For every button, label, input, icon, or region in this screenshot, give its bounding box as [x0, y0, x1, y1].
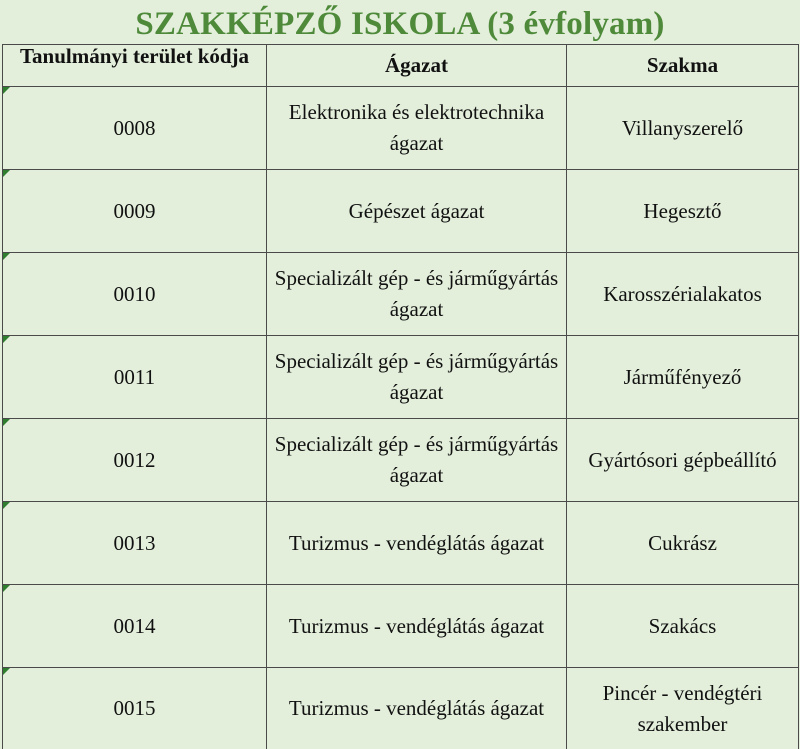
cell-sector[interactable] — [267, 87, 567, 170]
sector-value: Turizmus - vendéglátás ágazat — [288, 530, 545, 555]
cell-sector[interactable] — [267, 668, 567, 749]
page-title: SZAKKÉPZŐ ISKOLA (3 évfolyam) — [135, 6, 665, 42]
code-value: 0010 — [113, 281, 156, 306]
comment-marker-icon[interactable] — [3, 87, 10, 94]
cell-code[interactable] — [3, 87, 267, 170]
code-value: 0012 — [113, 447, 156, 472]
cell-profession[interactable] — [567, 253, 799, 336]
header-cell-sector[interactable] — [267, 45, 567, 87]
cell-profession[interactable] — [567, 502, 799, 585]
code-value: 0011 — [113, 364, 156, 389]
table-row — [3, 668, 799, 749]
header-label-code: Tanulmányi terület kódja — [19, 44, 250, 68]
cell-code[interactable] — [3, 502, 267, 585]
comment-marker-icon[interactable] — [3, 253, 10, 260]
cell-code[interactable] — [3, 585, 267, 668]
table-row — [3, 336, 799, 419]
table-row — [3, 170, 799, 253]
sector-value: Elektronika és elektrotechnika ágazat — [288, 100, 545, 155]
comment-marker-icon[interactable] — [3, 170, 10, 177]
table-row — [3, 502, 799, 585]
profession-value: Járműfényező — [623, 364, 742, 389]
cell-sector[interactable] — [267, 170, 567, 253]
cell-profession[interactable] — [567, 170, 799, 253]
cell-code[interactable] — [3, 668, 267, 749]
cell-sector[interactable] — [267, 253, 567, 336]
cell-sector[interactable] — [267, 585, 567, 668]
profession-value: Szakács — [648, 613, 717, 638]
table-row — [3, 253, 799, 336]
cell-code[interactable] — [3, 419, 267, 502]
cell-sector[interactable] — [267, 336, 567, 419]
profession-value: Karosszérialakatos — [603, 281, 762, 306]
profession-value: Pincér - vendégtéri szakember — [602, 680, 763, 736]
code-value: 0015 — [113, 696, 156, 720]
cell-profession[interactable] — [567, 87, 799, 170]
table-row — [3, 585, 799, 668]
cell-sector[interactable] — [267, 419, 567, 502]
table-row — [3, 87, 799, 170]
cell-code[interactable] — [3, 336, 267, 419]
header-row — [3, 45, 799, 87]
sector-value: Gépészet ágazat — [348, 198, 485, 223]
code-value: 0013 — [113, 530, 156, 555]
sector-value: Specializált gép - és járműgyártás ágazat — [274, 266, 559, 321]
profession-value: Villanyszerelő — [621, 115, 744, 140]
table-row — [3, 419, 799, 502]
comment-marker-icon[interactable] — [3, 336, 10, 343]
comment-marker-icon[interactable] — [3, 419, 10, 426]
cell-code[interactable] — [3, 253, 267, 336]
profession-value: Cukrász — [648, 530, 717, 555]
school-programs-table — [2, 44, 799, 749]
comment-marker-icon[interactable] — [3, 502, 10, 509]
profession-value: Gyártósori gépbeállító — [588, 447, 777, 472]
cell-profession[interactable] — [567, 585, 799, 668]
code-value: 0008 — [113, 115, 156, 140]
header-cell-code[interactable] — [3, 45, 267, 87]
cell-profession[interactable] — [567, 336, 799, 419]
header-label-sector: Ágazat — [385, 53, 448, 77]
cell-profession[interactable] — [567, 668, 799, 749]
comment-marker-icon[interactable] — [3, 668, 10, 675]
sector-value: Turizmus - vendéglátás ágazat — [288, 696, 545, 720]
profession-value: Hegesztő — [643, 198, 722, 223]
sector-value: Specializált gép - és járműgyártás ágazat — [274, 349, 559, 404]
comment-marker-icon[interactable] — [3, 585, 10, 592]
cell-sector[interactable] — [267, 502, 567, 585]
header-cell-profession[interactable] — [567, 45, 799, 87]
code-value: 0014 — [113, 613, 156, 638]
cell-profession[interactable] — [567, 419, 799, 502]
header-label-profession: Szakma — [646, 53, 719, 77]
sector-value: Specializált gép - és járműgyártás ágazat — [274, 432, 559, 487]
cell-code[interactable] — [3, 170, 267, 253]
sector-value: Turizmus - vendéglátás ágazat — [288, 613, 545, 638]
code-value: 0009 — [113, 198, 156, 223]
